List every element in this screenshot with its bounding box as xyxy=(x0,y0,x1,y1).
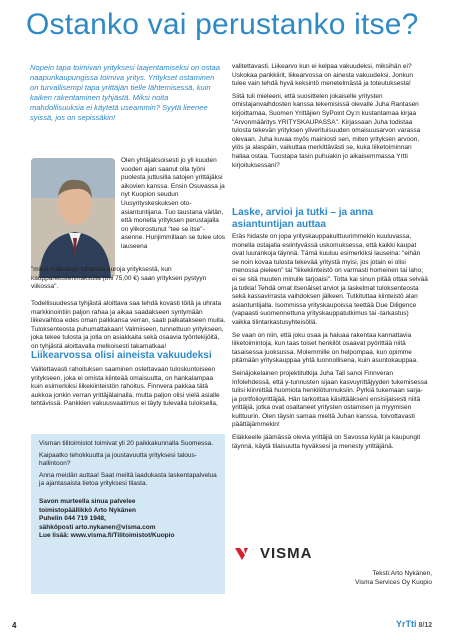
author-credit xyxy=(330,570,432,587)
right-paragraph-2: Siitä tuli mieleeni, että suosittelen jokaiselle yritysten omistajanvaihdosten kanssa tekemisissä olevalle Juha Rantasen kirjoittamaa, Suomen Yrittäjien SyPoint Oy:n kustantamaa kirjaa "Arvonmääritys YRITYSKAUPASSA". Kirjassaan Juha todistaa tulosta tekevän yrityksen yliverituisuuden omaisuusarvon varassa olevaan. Juha kuvaa myös mainiosti sen, miten yrityksen arvoon, ylös ja alaspäin, vaikuttaa merkittävästi se, kuka liiketoiminnan hallaa ostaa. Tuostapa tasin puhuakin jo aikaisemmassa Yrtti kirjoituksessani? xyxy=(232,92,421,169)
left-paragraph-1b: "miksi maksaisin tuhansia euroja yrityksestä, kun kaupparekisterimaksulla (tmi 75,00 €) saan yrityksen pystyyn viikossa". xyxy=(31,266,207,291)
right-paragraph-6: Eläkkeelle jäämässä olevia yrittäjiä on Savossa kylät ja kaupungit täynnä, käytä tilaisuutta hyväksesi ja menesty yrittäjänä. xyxy=(232,434,421,450)
footer-issue: 8/12 xyxy=(418,622,433,629)
section-heading-laske: Laske, arvioi ja tutki – ja anna asiantuntijan auttaa xyxy=(232,207,374,230)
lead-paragraph: Nopein tapa toimivan yrityksesi laajentamiseksi on ostaa naapurikaupungissa toimiva yritys. Yritykset ostaminen on turvallisempi tapa yrittäjän tielle lähtemisessä, kuin kaiken rakentaminen tyhjästä. Miksi noita mahdollisuuksia ei käytetä useammin? Syytä lieenee syissä, jos on sepissäkin! xyxy=(30,63,220,122)
visma-logo-word: VISMA xyxy=(260,545,313,562)
page-number: 4 xyxy=(12,621,17,630)
credit-line-2: Visma Services Oy Kuopio xyxy=(355,578,432,586)
credit-line-1: Teksti:Arto Nykänen, xyxy=(372,570,432,577)
visma-logo xyxy=(234,545,313,562)
box-contact-email[interactable]: sähköposti arto.nykanen@visma.com xyxy=(39,523,156,531)
left-paragraph-3: Valitettavasti rahoituksen saaminen ostettavaan tuloskuntoiseen yritykseen, joka ei omista kiinteää omaisuutta, on hankalampaa kuin esimerkiksi liikekiinteistön rahoitus. Finnvera pakkaa tätä aukkoa jonkin verran yrittäjälainalla, mutta paljon olisi vielä asialle tehtävissä. Pankkien vakuusvaatimus ei täyty tulevalla tuloksella, xyxy=(31,366,220,408)
right-paragraph-5: Seinäjokelainen projektitutkija Juha Tall sanoi Finnveran Infolehdessä, että y-tunnusten sijaan kasvuyrittäjyyden tukemisessa tulisi kiinnittää huomiota henkilötunnuksiin. Pyrkiä tukemaan sarja- ja portfolioyrittäjää. Hän tarkoittaa käsittääkseni ensisijaisesti niitä yrittäjiä, jotka ovat osaltaneet yritysten ostamisen ja myymisen kulttuurin. Olen täysin samaa mieltä Juhan kanssa, toivottavasti päättäjämmekin! xyxy=(232,369,428,429)
box-line-2: Kaipaatko tehokkuutta ja joustavuutta yrityksesi taloushallintoon? xyxy=(39,451,197,468)
magazine-footer xyxy=(396,619,432,629)
box-contact-link[interactable]: Lue lisää: www.visma.fi/Tilitoimistot/Kuopio xyxy=(39,532,175,540)
visma-info-box xyxy=(31,434,225,594)
visma-logo-icon xyxy=(234,546,256,562)
box-line-1: Visman tilitoimistot toimivat yli 20 paikkakunnalla Suomessa. xyxy=(39,440,214,447)
right-paragraph-1: valitettavasti. Liikearvo kun ei kelpaa vakuudeksi, miksihän ei? Uskokaa pankkiirit, liikearvossa on ainesta vakuudeksi. Jonkun tulee vain tehdä hyvä keksintö menetelmästä ja toteutuksesta! xyxy=(232,63,414,88)
footer-brand: YrTti xyxy=(396,619,417,629)
right-column xyxy=(232,63,428,174)
right-column-2 xyxy=(232,233,428,455)
portrait-image xyxy=(31,158,115,278)
right-paragraph-4: Se vaan on niin, että joku osaa ja haluaa rakentaa kannattavia liiketoimintoja, kun taas toiset henkilöt osaavat pyörittää niitä tasaisessa juoksussa. Molemmille on helpompaa, kun opimme pitämään yrityskauppaa yhtä luonnollisena, kuin asuntokauppaa. xyxy=(232,331,419,365)
left-paragraph-1: Olen yhtäjaksoisesti jo yli kuuden vuoden ajan saanut olla työni puolesta juttusilla satojen yrittäjäksi aikovien kanssa. Ensin Osuvassa ja nyt Kuopion seudun Uusyrityskeskuksen oto-asiantuntijana. Tuo taustana väitän, että monella yrityksen perustajalla on ylikorostunut "tee se itse"-asenne. Hunjimmillaan se tulee ulos lauseena xyxy=(121,157,226,250)
left-paragraph-2: Todellisuudessa tyhjästä aloittava saa tehdä kovasti töitä ja uhrata markkinointiin paljon rahaa ja aikaa saadakseen syntymään liikevaihtoa edes oman palkkansa verran, saati palkatakseen muita. Tuloksenteosta puhumattakaan! Valmiiseen, tunnettuun yritykseen, joka tekee tulosta ja jolla on asiakkaita sekä osaavia työntekijöitä, on tyhjästä aloittavalla melkoisesti takamatkaa! xyxy=(31,300,226,350)
box-line-3: Anna meidän auttaa! Saat meiltä laadukasta laskentapalvelua ja ajantasaista tietoa yrityksesi tilasta. xyxy=(39,471,217,488)
right-paragraph-3: Eräs hidaste on jopa yrityskauppakulttuurimmekin kuuluvassa, monella ostajalla esiintyvässä uskomuksessa, että kaikki kaupat ovat luurankoja täynnä. Tämä kuuluu esimerkiksi lauseina: "eihän se noin kovaa tulosta tekevää yritystä myisi, jos jotain ei olisi menossa pieleen" tai "liikekiinteistö on varmasti homeinen tai laho; ei se sitä muuten minulle tarjoaisi". Totta kai sinun pitää ottaa selvää ja tutkia! Tehdä omat itsenäiset arviot ja laskelmat tuloksenteosta sekä kassavirrasta vaihdoksen jälkeen. Tutkituttaa kiinteistö alan asiantuntijalla. Isommissa yrityskaupoissa teettää Due Diligence (vapaasti suomennettuna yrityskauppatutkimus tai -tarkastus) vaikka tilintarkastusyhteisöllä. xyxy=(232,233,428,326)
box-contact-1: Savon murteella sinua palvelee xyxy=(39,497,136,505)
box-contact-2: toimistopäällikkö Arto Nykänen xyxy=(39,506,136,514)
section-heading-liikearvo: Liikearvossa olisi aineista vakuudeksi xyxy=(31,350,212,361)
author-photo xyxy=(31,158,115,278)
box-contact-3: Puhelin 044 719 1948, xyxy=(39,515,106,523)
page-title: Ostanko vai perustanko itse? xyxy=(26,8,419,41)
